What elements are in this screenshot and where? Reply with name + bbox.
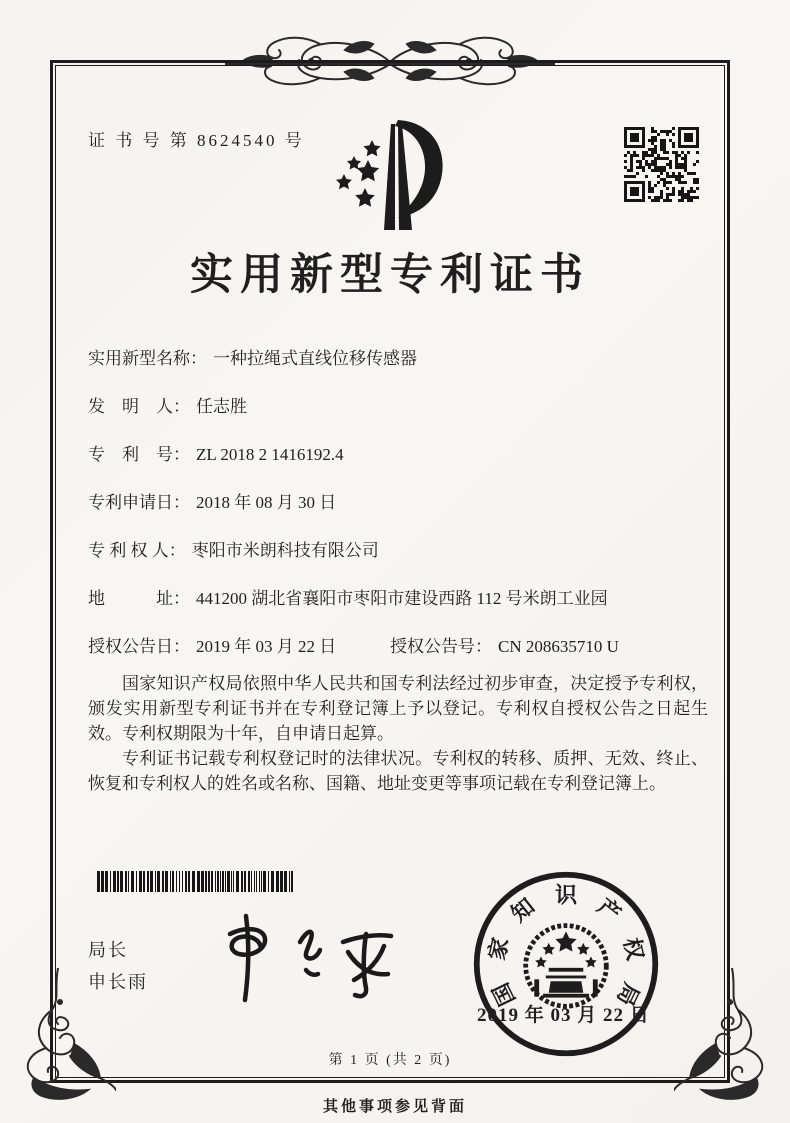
barcode xyxy=(97,871,295,892)
page-indicator: 第 1 页 (共 2 页) xyxy=(328,1053,452,1068)
field-value: 2019 年 03 月 22 日 xyxy=(196,637,337,656)
field-row-inventor xyxy=(88,392,718,417)
field-value: 任志胜 xyxy=(196,397,247,416)
field-value: ZL 2018 2 1416192.4 xyxy=(196,445,344,464)
svg-text:产: 产 xyxy=(592,893,626,927)
seal-date: 2019 年 03 月 22 日 xyxy=(477,1005,650,1026)
official-seal xyxy=(470,868,662,1060)
svg-text:权: 权 xyxy=(618,935,649,963)
field-value: 枣阳市米朗科技有限公司 xyxy=(191,541,379,560)
director-title-label: 局长 xyxy=(88,940,128,960)
qr-code xyxy=(624,127,700,203)
field-row-patent-name xyxy=(88,344,718,369)
field-label: 发 明 人： xyxy=(88,397,190,416)
field-label: 专 利 号： xyxy=(88,445,190,464)
legal-text-block xyxy=(88,671,708,796)
field-row-patent-number xyxy=(88,440,718,465)
field-value: 2018 年 08 月 30 日 xyxy=(196,493,337,512)
svg-text:知: 知 xyxy=(506,893,540,927)
field-row-filing-date xyxy=(88,488,718,513)
field-label: 专 利 权 人： xyxy=(88,541,186,560)
field-label: 授权公告号： xyxy=(390,637,492,656)
field-row-grant-number xyxy=(390,632,790,657)
handwritten-signature xyxy=(208,908,413,1008)
field-row-address xyxy=(88,584,718,609)
certificate-number: 证 书 号 第 8624540 号 xyxy=(88,131,305,150)
svg-text:局: 局 xyxy=(612,978,645,1010)
svg-text:国: 国 xyxy=(487,978,520,1010)
field-label: 专利申请日： xyxy=(88,493,190,512)
field-label: 授权公告日： xyxy=(88,637,190,656)
certificate-title: 实用新型专利证书 xyxy=(190,252,590,299)
svg-text:识: 识 xyxy=(554,882,578,908)
director-name: 申长雨 xyxy=(88,972,148,992)
grant-paragraph: 国家知识产权局依照中华人民共和国专利法经过初步审查，决定授予专利权，颁发实用新型专利证书并在专利登记簿上予以登记。专利权自授权公告之日起生效。专利权期限为十年，自申请日起算。 xyxy=(88,674,708,743)
svg-text:家: 家 xyxy=(483,935,514,963)
field-label: 实用新型名称： xyxy=(88,349,207,368)
corner-flourish-bottom-right xyxy=(674,968,782,1108)
back-note: 其他事项参见背面 xyxy=(322,1099,467,1115)
field-value: 一种拉绳式直线位移传感器 xyxy=(213,349,417,368)
field-value: 441200 湖北省襄阳市枣阳市建设西路 112 号米朗工业园 xyxy=(196,589,608,608)
field-value: CN 208635710 U xyxy=(498,637,619,656)
field-row-patentee xyxy=(88,536,718,561)
register-paragraph: 专利证书记载专利权登记时的法律状况。专利权的转移、质押、无效、终止、恢复和专利权人的姓名或名称、国籍、地址变更等事项记载在专利登记簿上。 xyxy=(88,749,708,793)
cnipa-logo-icon xyxy=(332,112,468,240)
field-label: 地 址： xyxy=(88,589,190,608)
national-emblem-icon xyxy=(526,926,607,1007)
